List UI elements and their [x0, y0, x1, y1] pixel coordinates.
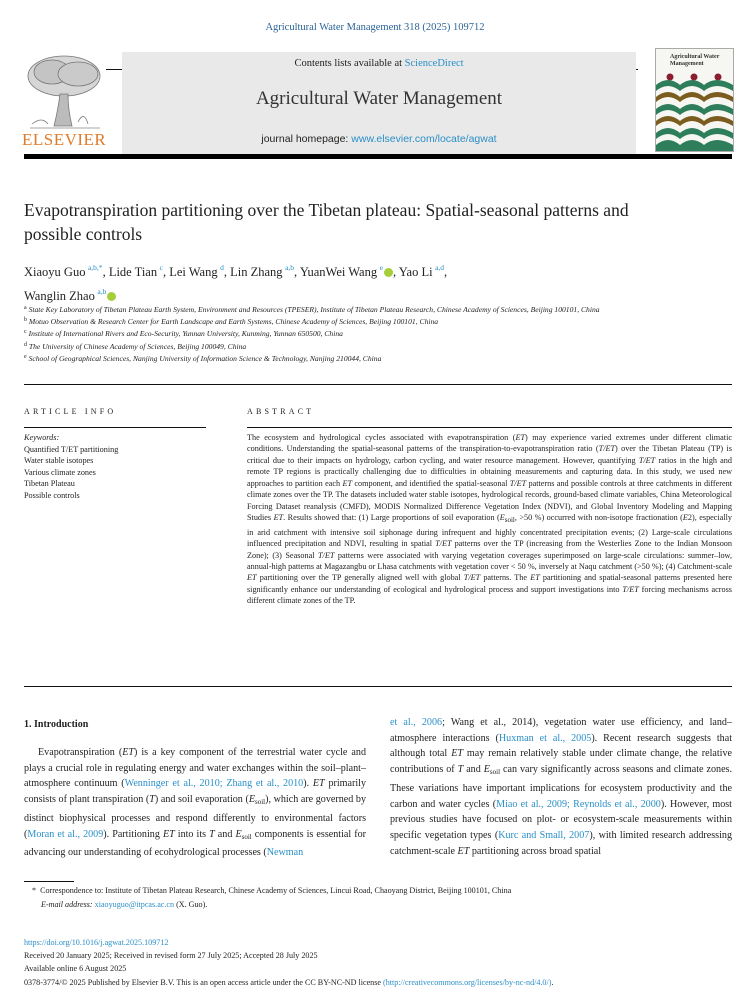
affiliation-text: State Key Laboratory of Tibetan Plateau Earth System, Environment and Resources (TPESER), Institute of Tibetan Plateau Research, Chinese Academy of Sciences, Beijing 100101, China [28, 305, 600, 314]
introduction-heading: 1. Introduction [24, 719, 89, 730]
author-name[interactable]: Lide Tian [108, 265, 158, 279]
masthead-bottom-bar [24, 154, 732, 159]
online-date: Available online 6 August 2025 [24, 964, 127, 974]
email-link[interactable]: xiaoyuguo@itpcas.ac.cn [94, 900, 175, 909]
orcid-icon[interactable] [384, 268, 393, 277]
author-name[interactable]: Xiaoyu Guo [24, 265, 86, 279]
footnote-marker: * [32, 886, 37, 895]
affiliation [24, 303, 734, 315]
author-affiliation-marker[interactable]: c [159, 263, 163, 272]
author-affiliation-marker[interactable]: a,b,* [87, 263, 103, 272]
article-info-heading: ARTICLE INFO [24, 407, 117, 416]
author-name[interactable]: Lei Wang [169, 265, 218, 279]
abstract-heading: ABSTRACT [247, 407, 315, 416]
affiliation-key: e [24, 353, 27, 360]
keyword: Various climate zones [24, 467, 96, 477]
citation-link[interactable]: 2009 [83, 828, 104, 840]
citation-link[interactable]: Miao et al., 2009; Reynolds et al., 2000 [496, 798, 661, 810]
orcid-icon[interactable] [107, 292, 116, 301]
abstract-bottom-rule [24, 686, 732, 687]
affiliation-text: The University of Chinese Academy of Sciences, Beijing 100049, China [28, 341, 247, 351]
license-end: . [551, 977, 554, 987]
affiliation-list [24, 303, 734, 364]
citation-link[interactable]: Wenninger et al., 2010; [124, 778, 223, 790]
keywords-block [24, 432, 224, 501]
footnote-rule [24, 881, 74, 882]
keyword: Water stable isotopes [24, 456, 94, 465]
citation-link[interactable]: et al., 2006 [390, 717, 443, 728]
sciencedirect-link[interactable]: ScienceDirect [404, 58, 464, 69]
author-name[interactable]: Yao Li [398, 265, 433, 279]
contents-prefix: Contents lists available at [294, 58, 405, 69]
journal-cover[interactable] [655, 48, 734, 152]
doi-link[interactable]: https://doi.org/10.1016/j.agwat.2025.109712 [24, 938, 169, 947]
citation-link[interactable]: Moran et al., [27, 828, 81, 840]
email-suffix: (X. Guo). [174, 900, 208, 909]
author-affiliation-marker[interactable]: e [379, 263, 383, 272]
affiliation [24, 327, 734, 339]
introduction-column-1: Evapotranspiration (ET) is a key component of the terrestrial water cycle and plays a crucial role in regulating energy and water exchanges within the soil–plant–atmosphere continuum (Wenninger et al., 2010; Zhang et al., 2010). ET primarily consists of plant transpiration (T) and soil evaporation $(E_{soil})$, which are governed by distinct biophysical processes and respond differently to environmental factors (Moran et al., 2009). Partitioning ET into its T and $E_{soil}$ components is essential for advancing our understanding of ecohydrological processes (Newman [24, 747, 366, 859]
cover-pattern [656, 71, 733, 151]
citation-link[interactable]: Huxman et al., 2005 [498, 732, 592, 744]
author-name[interactable]: Wanglin Zhao [24, 289, 95, 303]
affiliation [24, 340, 734, 352]
keywords-label: Keywords: [24, 433, 60, 442]
keyword: Tibetan Plateau [24, 479, 75, 488]
affiliation [24, 352, 734, 364]
abstract-rule [247, 427, 732, 428]
article-title: Evapotranspiration partitioning over the Tibetan plateau: Spatial-seasonal patterns and possible controls [24, 200, 629, 244]
license-link[interactable]: (http://creativecommons.org/licenses/by-nc-nd/4.0/) [383, 977, 552, 987]
elsevier-wordmark: ELSEVIER [22, 130, 107, 149]
homepage-line [122, 133, 636, 145]
affiliation-key: a [24, 305, 27, 311]
running-header[interactable]: Agricultural Water Management 318 (2025) 109712 [265, 22, 485, 33]
email-label: E-mail address: [41, 900, 93, 909]
affiliation-text: School of Geographical Sciences, Nanjing University of Information Science & Technology, Nanjing 210044, China [28, 353, 382, 363]
author-name[interactable]: YuanWei Wang [299, 265, 378, 279]
journal-name: Agricultural Water Management [255, 88, 503, 109]
footnote [24, 884, 734, 912]
affiliation [24, 315, 734, 327]
author-affiliation-marker[interactable]: a,b [97, 287, 107, 296]
section-rule [24, 384, 732, 385]
keyword: Possible controls [24, 490, 80, 500]
affiliation-key: d [24, 341, 27, 348]
introduction-column-2: et al., 2006; Wang et al., 2014), vegetation water use efficiency, and land–atmosphere interactions (Huxman et al., 2005). Recent research suggests that although total ET may remain relatively stable under climate change, the relative contributions of T and $E_{soil}$ can vary significantly across seasons and climate zones. These variations have important implications for ecosystem productivity and the carbon and water cycles (Miao et al., 2009; Reynolds et al., 2000). However, most previous studies have focused on plot- or ecosystem-scale measurements within specific vegetation types (Kurc and Small, 2007), with limited research addressing catchment-scale ET partitioning across broad spatial [390, 717, 733, 857]
author-affiliation-marker[interactable]: a,d [435, 263, 445, 272]
affiliation-text: Institute of International Rivers and Eco-Security, Yunnan University, Kunming, Yunnan 650500, China [28, 329, 343, 339]
author-list: Xiaoyu Guo $^{a,b,*}$, Lide Tian $^c$, Lei Wang $^d$, Lin Zhang $^{a,b}$, YuanWei Wang $^e$ , Yao Li $^{a,d}$, Wanglin Zhao $^{a,b}$ [24, 263, 448, 303]
history-dates: Received 20 January 2025; Received in revised form 27 July 2025; Accepted 28 July 2025 [24, 951, 318, 961]
correspondence-text: Correspondence to: Institute of Tibetan Plateau Research, Chinese Academy of Sciences, Lincui Road, Chaoyang District, Beijing 100101, China [40, 886, 512, 895]
author-affiliation-marker[interactable]: d [220, 263, 224, 272]
citation-link[interactable]: Zhang et al., 2010 [226, 778, 304, 790]
homepage-link[interactable]: www.elsevier.com/locate/agwat [351, 133, 497, 145]
keyword: Quantified T/ET partitioning [24, 444, 119, 454]
cover-title: Agricultural Water Management [670, 54, 720, 67]
article-info-rule [24, 427, 206, 428]
abstract-text: The ecosystem and hydrological cycles associated with evapotranspiration (ET) may experience varied extremes under different climatic conditions. Understanding the spatial-seasonal patterns of the transpiration-to-evapotranspiration ratio (T/ET) over the Tibetan Plateau (TP) is critical due to their impacts on hydrology, carbon cycling, and water resource management. However, quantifying T/ET ratios in the high and remote TP regions is practically challenging due to difficulties in obtaining measurements and capturing data. In this study, we used new approaches to partition each ET component, and identified the spatial-seasonal T/ET patterns and possible controls at three catchments in different climate zones over the TP. The datasets included water stable isotopes, hydrological records, ground-based climate variables, China Meteorological Forcing Dataset reanalysis (CMFD), MODIS Normalized Difference Vegetation Index (NDVI), and Global Inventory Modeling and Mapping Studies ET. Results showed that: (1) Large proportions of soil evaporation ($E_{soil}$, >50 %) occurred with non-isotope fractionation (E2), especially in arid catchment with intensive soil siphonage during infrequent and highly concentrated precipitation events; (2) Large-scale circulations influenced precipitation and NDVI, resulting in spatial T/ET patterns over the TP (increasing from the Westerlies Zone to the Indian Monsoon Zone); (3) Seasonal T/ET patterns were associated with varying vegetation coverages superimposed on large-scale circulations: summer–low, annual-high patterns at Magazangbu or Lhasa catchments with vegetation cover < 50 %, inversely at Naqu catchment (>50 %); (4) Catchment-scale ET partitioning over the TP generally aligned well with global T/ET patterns. The ET partitioning and spatial-seasonal patterns presented here significantly enhance our understanding of ecological and hydrological process and support investigations into T/ET forcing mechanisms across different climate zones of the TP. [247, 433, 732, 606]
author-name[interactable]: Lin Zhang [230, 265, 283, 279]
affiliation-key: c [24, 329, 27, 336]
license-text: 0378-3774/© 2025 Published by Elsevier B.V. This is an open access article under the CC BY-NC-ND license [24, 977, 383, 987]
publication-meta [24, 936, 744, 989]
homepage-prefix: journal homepage: [261, 133, 352, 145]
contents-line [122, 58, 636, 69]
affiliation-key: b [24, 317, 27, 324]
citation-link[interactable]: Newman [266, 847, 304, 859]
citation-link[interactable]: Kurc and Small, 2007 [498, 829, 590, 841]
author-affiliation-marker[interactable]: a,b [285, 263, 295, 272]
affiliation-text: Motuo Observation & Research Center for Earth Landscape and Earth Systems, Chinese Academy of Sciences, Beijing 100101, China [28, 317, 439, 327]
